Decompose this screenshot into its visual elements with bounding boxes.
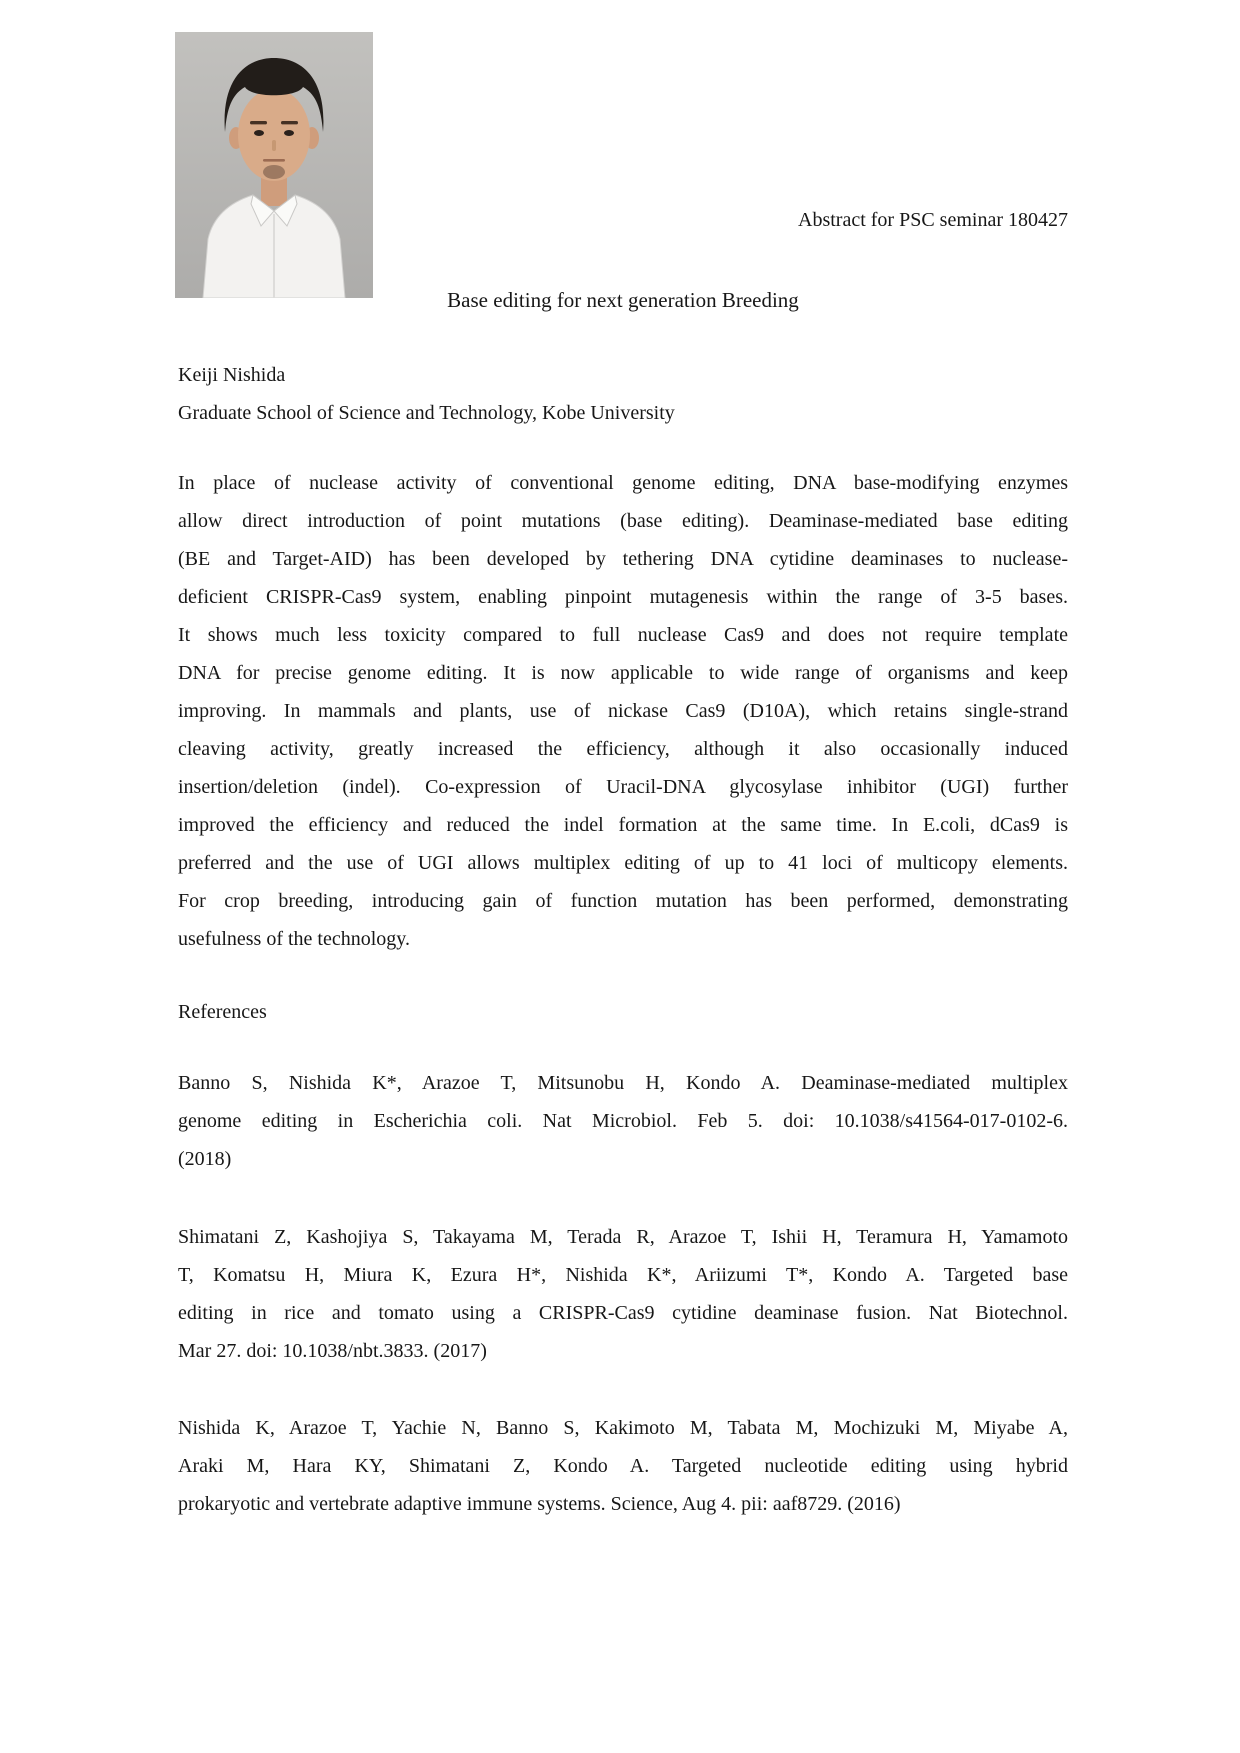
portrait-illustration xyxy=(175,32,373,298)
eye-right xyxy=(284,130,294,136)
text-line: deficient CRISPR-Cas9 system, enabling pinpoint mutagenesis within the range of 3-5 bases. xyxy=(178,586,1068,608)
goatee xyxy=(263,165,285,179)
text-line: Araki M, Hara KY, Shimatani Z, Kondo A. Targeted nucleotide editing using hybrid xyxy=(178,1455,1068,1477)
author-name: Keiji Nishida xyxy=(178,364,286,386)
text-line: DNA for precise genome editing. It is now applicable to wide range of organisms and keep xyxy=(178,662,1068,684)
text-line: Nishida K, Arazoe T, Yachie N, Banno S, Kakimoto M, Tabata M, Mochizuki M, Miyabe A, xyxy=(178,1417,1068,1439)
text-line: preferred and the use of UGI allows multiplex editing of up to 41 loci of multicopy elements. xyxy=(178,852,1068,874)
text-line: usefulness of the technology. xyxy=(178,928,410,950)
nose xyxy=(272,140,276,151)
text-line: It shows much less toxicity compared to full nuclease Cas9 and does not require template xyxy=(178,624,1068,646)
author-affiliation: Graduate School of Science and Technology, Kobe University xyxy=(178,402,675,424)
text-line: Mar 27. doi: 10.1038/nbt.3833. (2017) xyxy=(178,1340,487,1362)
text-line: In place of nuclease activity of conventional genome editing, DNA base-modifying enzymes xyxy=(178,472,1068,494)
text-line: genome editing in Escherichia coli. Nat Microbiol. Feb 5. doi: 10.1038/s41564-017-0102-6. xyxy=(178,1110,1068,1132)
references-heading: References xyxy=(178,1001,267,1023)
reference-item-3 xyxy=(178,1409,1068,1523)
text-line: insertion/deletion (indel). Co-expression of Uracil-DNA glycosylase inhibitor (UGI) further xyxy=(178,776,1068,798)
reference-item-1 xyxy=(178,1064,1068,1178)
author-photo xyxy=(175,32,373,298)
text-line: (2018) xyxy=(178,1148,232,1170)
eyebrow-left xyxy=(250,121,267,124)
text-line: cleaving activity, greatly increased the efficiency, although it also occasionally induced xyxy=(178,738,1068,760)
seminar-header-note: Abstract for PSC seminar 180427 xyxy=(798,209,1068,231)
text-line: improving. In mammals and plants, use of nickase Cas9 (D10A), which retains single-strand xyxy=(178,700,1068,722)
text-line: For crop breeding, introducing gain of function mutation has been performed, demonstrating xyxy=(178,890,1068,912)
text-line: editing in rice and tomato using a CRISPR-Cas9 cytidine deaminase fusion. Nat Biotechnol. xyxy=(178,1302,1068,1324)
text-line: T, Komatsu H, Miura K, Ezura H*, Nishida K*, Ariizumi T*, Kondo A. Targeted base xyxy=(178,1264,1068,1286)
eyebrow-right xyxy=(281,121,298,124)
text-line: Shimatani Z, Kashojiya S, Takayama M, Terada R, Arazoe T, Ishii H, Teramura H, Yamamoto xyxy=(178,1226,1068,1248)
text-line: (BE and Target-AID) has been developed by tethering DNA cytidine deaminases to nuclease- xyxy=(178,548,1068,570)
reference-item-2 xyxy=(178,1218,1068,1370)
text-line: Banno S, Nishida K*, Arazoe T, Mitsunobu H, Kondo A. Deaminase-mediated multiplex xyxy=(178,1072,1068,1094)
text-line: prokaryotic and vertebrate adaptive immune systems. Science, Aug 4. pii: aaf8729. (2016) xyxy=(178,1493,901,1515)
mouth xyxy=(263,159,285,162)
text-line: allow direct introduction of point mutations (base editing). Deaminase-mediated base editing xyxy=(178,510,1068,532)
abstract-paragraph xyxy=(178,464,1068,958)
eye-left xyxy=(254,130,264,136)
text-line: improved the efficiency and reduced the indel formation at the same time. In E.coli, dCas9 is xyxy=(178,814,1068,836)
document-title: Base editing for next generation Breeding xyxy=(447,288,799,312)
